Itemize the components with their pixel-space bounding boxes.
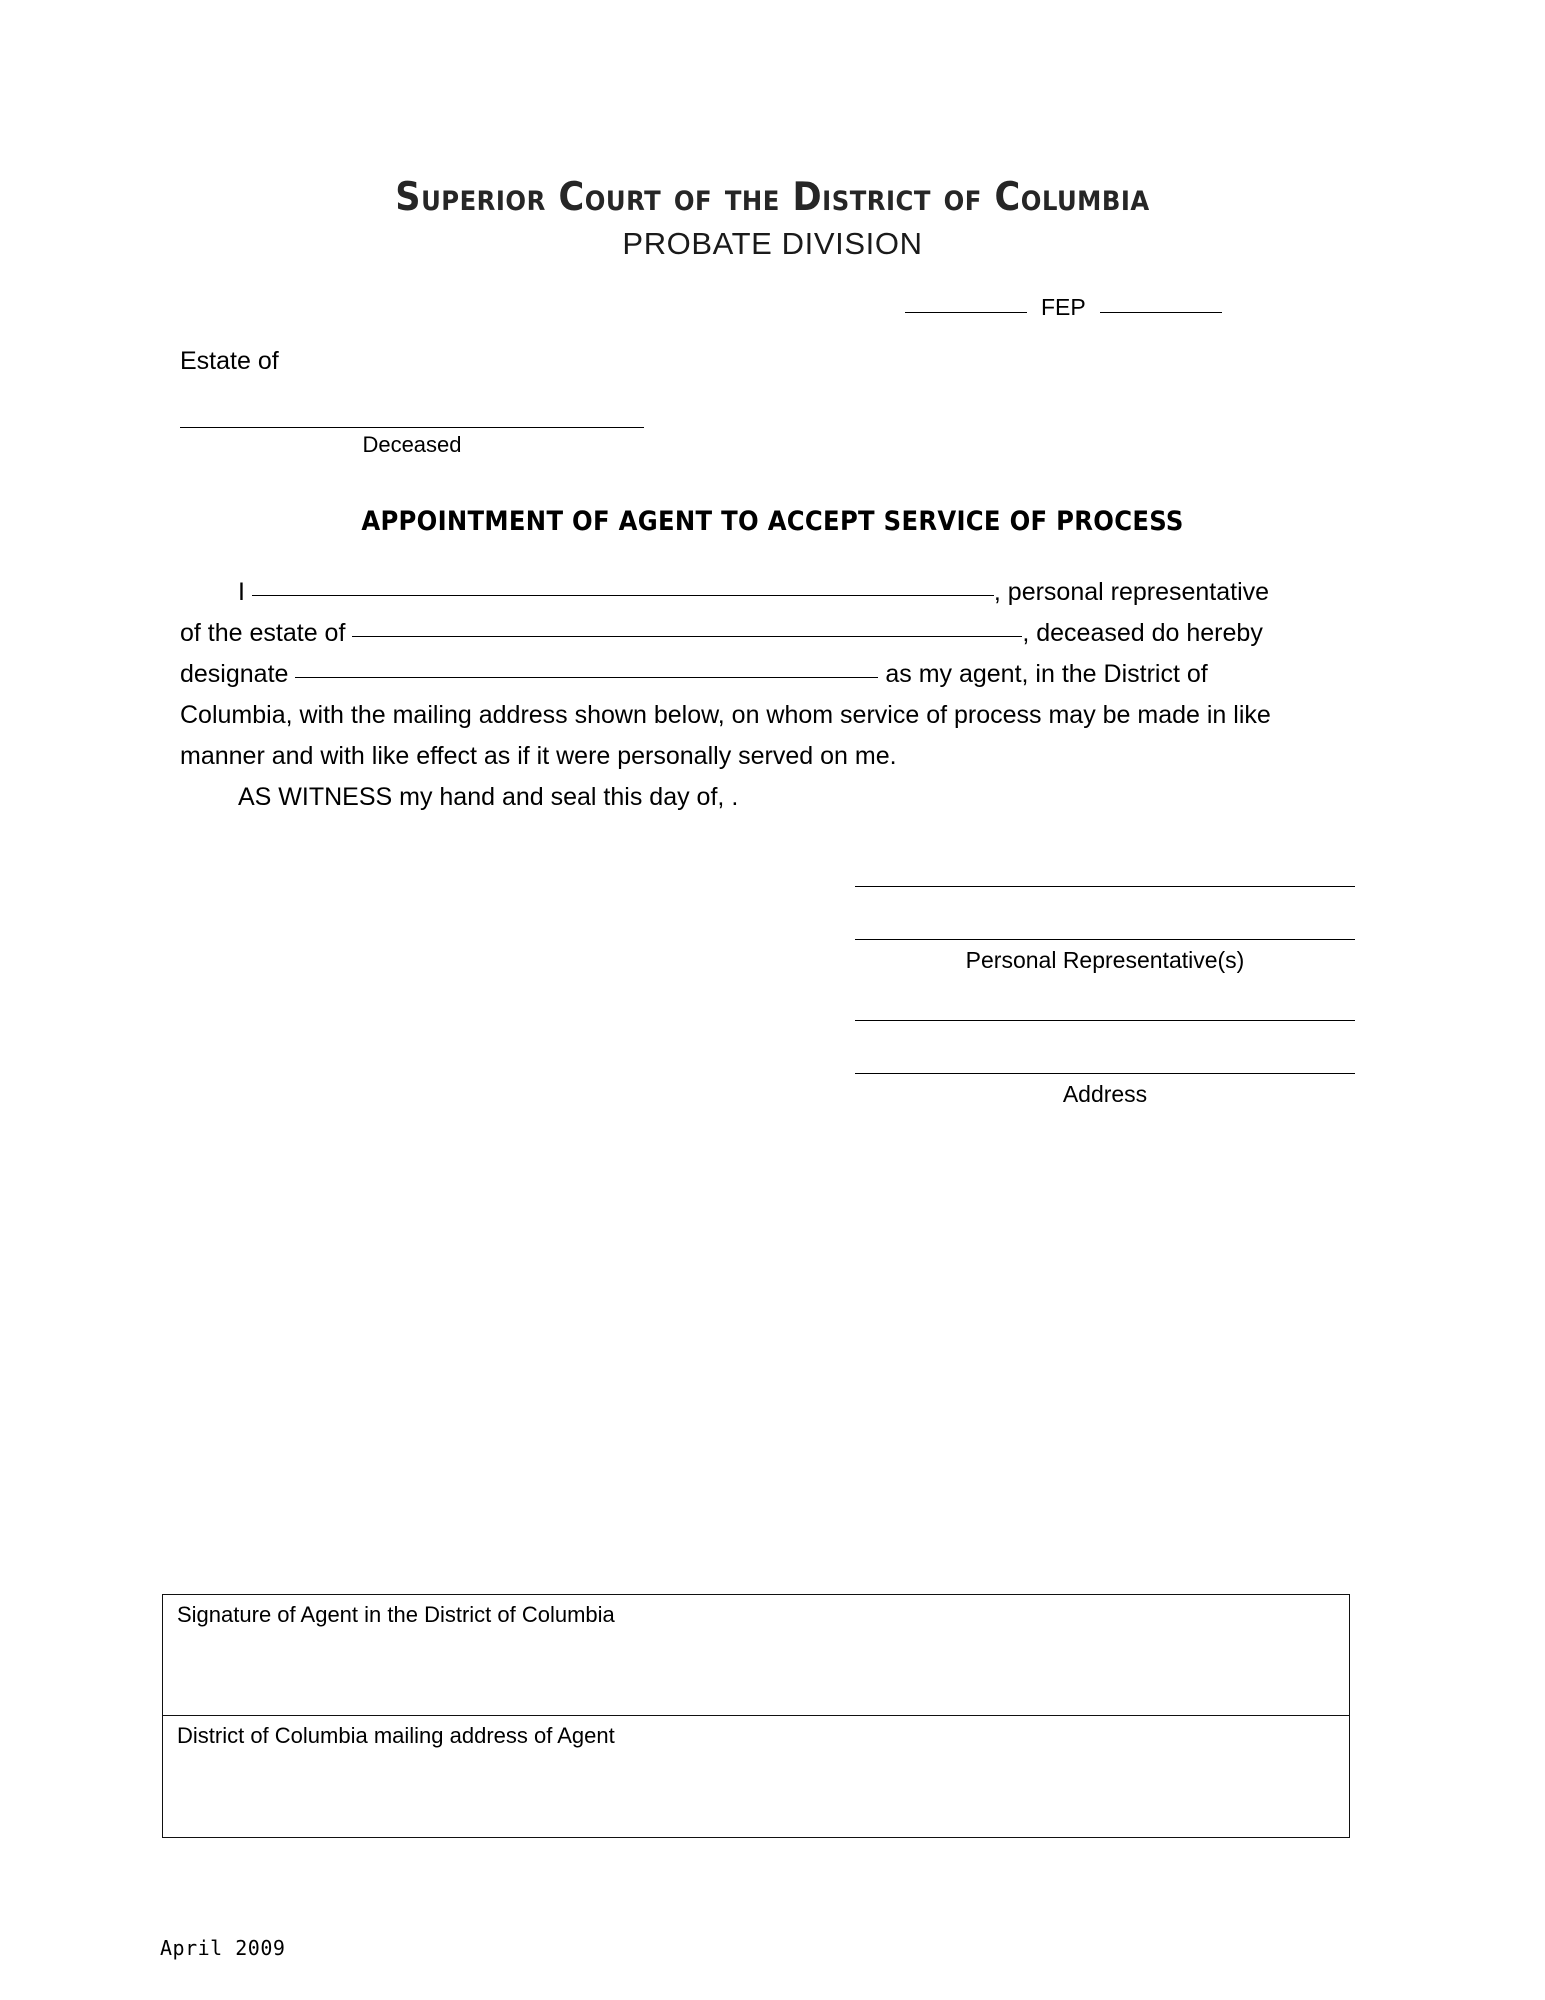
witness-mid: day of xyxy=(649,783,718,811)
agent-boxes xyxy=(162,1594,1350,1838)
address-caption: Address xyxy=(1062,1081,1148,1107)
agent-address-box-label: District of Columbia mailing address of Agent xyxy=(177,1723,615,1748)
signature-gap xyxy=(855,887,1355,939)
fep-label: FEP xyxy=(1041,294,1086,320)
fep-row xyxy=(905,296,1222,319)
address-block xyxy=(855,1020,1355,1106)
line2-suffix: , deceased do hereby xyxy=(1022,619,1263,647)
revision-date: April 2009 xyxy=(160,1936,286,1960)
body-line-4: Columbia, with the mailing address shown below, on whom service of process may be made in like xyxy=(180,701,1271,729)
line3-prefix: designate xyxy=(180,660,289,688)
deceased-caption: Deceased xyxy=(362,432,462,457)
body-line-2 xyxy=(180,613,1355,654)
line3-suffix: as my agent, in the District of xyxy=(885,660,1208,688)
body-line-1 xyxy=(180,572,1355,613)
agent-signature-box-label: Signature of Agent in the District of Columbia xyxy=(177,1602,615,1627)
witness-period: . xyxy=(731,783,739,811)
address-gap xyxy=(855,1021,1355,1073)
body-line-5: manner and with like effect as if it were personally served on me. xyxy=(180,742,897,770)
line1-prefix: I xyxy=(238,578,245,606)
estate-of-label: Estate of xyxy=(180,347,279,375)
estate-name-blank[interactable] xyxy=(352,636,1022,637)
form-heading: APPOINTMENT OF AGENT TO ACCEPT SERVICE OF PROCESS xyxy=(361,506,1184,537)
form-body xyxy=(180,572,1355,818)
personal-representative-name-blank[interactable] xyxy=(252,595,994,596)
line1-suffix: , personal representative xyxy=(993,578,1270,606)
line2-prefix: of the estate of xyxy=(180,619,346,647)
deceased-name-blank[interactable] xyxy=(180,427,644,428)
court-title: Superior Court of the District of Columbia xyxy=(395,175,1150,220)
personal-representative-caption: Personal Representative(s) xyxy=(965,947,1245,973)
witness-comma: , xyxy=(717,783,725,811)
body-line-3 xyxy=(180,654,1355,695)
fep-left-blank[interactable] xyxy=(905,312,1027,313)
witness-line xyxy=(180,777,1355,818)
witness-prefix: AS WITNESS my hand and seal this xyxy=(238,783,643,811)
agent-signature-box[interactable] xyxy=(162,1594,1350,1716)
fep-right-blank[interactable] xyxy=(1100,312,1222,313)
agent-name-blank[interactable] xyxy=(295,677,878,678)
personal-representative-signature-block xyxy=(855,886,1355,972)
agent-address-box[interactable] xyxy=(162,1716,1350,1838)
division-title: PROBATE DIVISION xyxy=(622,226,923,261)
